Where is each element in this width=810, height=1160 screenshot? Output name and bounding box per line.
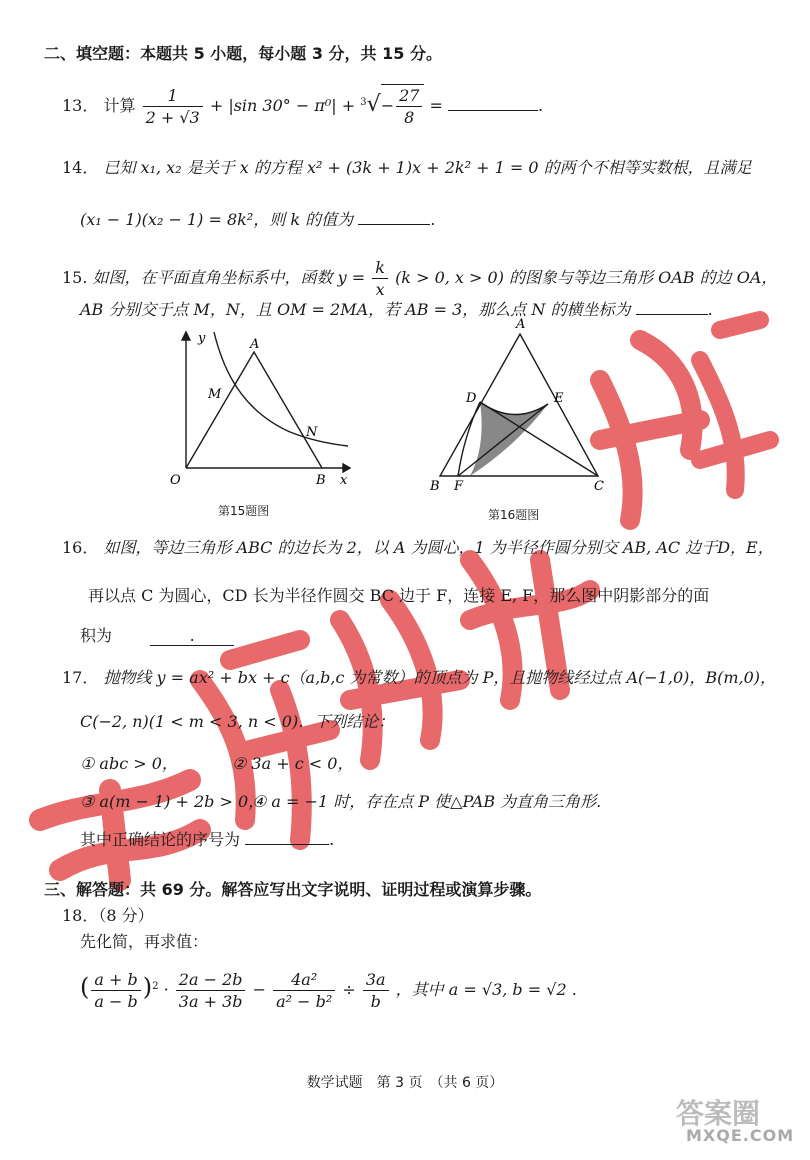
figure-15	[160, 322, 360, 492]
question-16-line-3	[80, 626, 234, 646]
q18-expression: ( $\frac{a + b}{a - b}$ )$^2$ · $\frac{2a - 2b}{3a + 3b}$ − $\frac{\text{4a²}}{\text{a² − b²}}$ ÷ $\frac{3a}{b}$ ，其中 a = √3, b = √2 .	[80, 970, 577, 1012]
y-axis-arrow-icon	[182, 332, 190, 340]
q13-f2-denominator: 8	[404, 108, 415, 128]
x-axis-arrow-icon	[343, 464, 350, 472]
q15-line-1a: 如图，在平面直角坐标系中，函数 y =	[92, 268, 366, 288]
q13-answer-blank[interactable]	[448, 110, 538, 111]
section-fill-header: 二、填空题：本题共 5 小题，每小题 3 分，共 15 分。	[44, 44, 442, 63]
q14-answer-blank[interactable]	[358, 224, 430, 225]
q15-answer-blank[interactable]	[636, 314, 708, 315]
figure-16	[426, 316, 616, 492]
triangle-abc	[440, 334, 598, 476]
q17-answer-blank[interactable]	[245, 844, 329, 845]
q16-number: 16．	[62, 538, 99, 557]
label-d: D	[466, 391, 477, 406]
q15-number: 15.	[62, 268, 88, 288]
q15-line-1b: (k > 0, x > 0) 的图象与等边三角形 OAB 的边 OA，	[395, 268, 778, 288]
q15-fraction	[372, 258, 388, 299]
q16-line-1: 如图，等边三角形 ABC 的边长为 2，以 A 为圆心，1 为半径作圆分别交 AB, AC 边于D，E，	[103, 538, 774, 557]
question-14-line-2: (x₁ − 1)(x₂ − 1) = 8k²，则 k 的值为 .	[80, 210, 436, 229]
watermark-logo: 答案圈	[676, 1097, 761, 1130]
q17-line-1: 抛物线 y = ax² + bx + c（a,b,c 为常数）的顶点为 P，且抛物线经过点 A(−1,0)，B(m,0)，	[103, 668, 777, 687]
label-y: y	[198, 331, 206, 346]
q17-line-2: C(−2, n)(1 < m < 3, n < 0)．下列结论：	[80, 712, 395, 731]
q17-option-2: ② 3a + c < 0，	[232, 754, 354, 773]
q13-root-index: 3	[360, 96, 367, 108]
question-15-line-2: AB 分别交于点 M，N，且 OM = 2MA，若 AB = 3，那么点 N 的横坐标为 .	[80, 300, 713, 319]
q17-option-3: ③ a(m − 1) + 2b > 0，	[80, 792, 265, 811]
q15-f-denominator: x	[375, 280, 385, 300]
q17-option-4: ④ a = −1 时，存在点 P 使△PAB 为直角三角形.	[252, 792, 602, 811]
q18-fraction-2: $\frac{2a - 2b}{3a + 3b}$	[176, 970, 246, 1011]
section-solve-header: 三、解答题：共 69 分。解答应写出文字说明、证明过程或演算步骤。	[44, 880, 542, 899]
q14-line-2: (x₁ − 1)(x₂ − 1) = 8k²，则 k 的值为	[80, 210, 354, 229]
q13-fraction-1	[143, 86, 203, 127]
q17-answer-lead: 其中正确结论的序号为	[80, 830, 241, 849]
q16-line-3: 积为	[80, 626, 113, 645]
page-footer: 数学试题 第 3 页 （共 6 页）	[306, 1075, 504, 1091]
q13-lead: 计算	[103, 96, 136, 116]
label-a: A	[250, 337, 260, 352]
q18-lead: 先化简，再求值：	[80, 932, 209, 951]
watermark-domain: MXQE.COM	[686, 1126, 795, 1145]
question-17	[62, 668, 776, 687]
label-a: A	[516, 317, 526, 332]
question-14	[62, 158, 752, 177]
label-m: M	[208, 387, 222, 402]
q13-f1-denominator: 2 + √3	[145, 108, 200, 128]
label-c: C	[594, 479, 604, 492]
label-b: B	[316, 473, 326, 488]
q18-fraction-1: $\frac{a + b}{a - b}$	[91, 970, 140, 1011]
q13-f2-numerator: 27	[396, 86, 422, 107]
q18-fraction-4: $\frac{3a}{b}$	[363, 970, 389, 1011]
q14-number: 14．	[62, 158, 99, 177]
question-15	[62, 258, 777, 299]
q18-fraction-3: $\frac{\text{4a²}}{\text{a² − b²}}$	[273, 970, 335, 1011]
figure-15-caption: 第15题图	[218, 504, 270, 518]
q16-line-2: 再以点 C 为圆心，CD 长为半径作圆交 BC 边于 F，连接 E, F，那么图中阴影部分的面	[88, 586, 710, 605]
q17-option-1: ① abc > 0，	[80, 754, 178, 773]
label-x: x	[340, 473, 348, 488]
q13-fraction-2	[396, 86, 422, 127]
question-17-answer: 其中正确结论的序号为 .	[80, 830, 335, 849]
figure-16-caption: 第16题图	[488, 508, 540, 522]
label-e: E	[554, 391, 564, 406]
q17-number: 17．	[62, 668, 99, 687]
q14-line-1: 已知 x₁, x₂ 是关于 x 的方程 x² + (3k + 1)x + 2k² + 1 = 0 的两个不相等实数根，且满足	[103, 158, 752, 177]
triangle-oab	[186, 352, 322, 468]
q15-f-numerator: k	[372, 258, 388, 279]
q13-abs-expression: |sin 30° − π⁰|	[228, 96, 337, 116]
q16-answer-blank[interactable]: .	[150, 626, 234, 646]
q13-f1-numerator: 1	[143, 86, 203, 107]
q15-line-2: AB 分别交于点 M，N，且 OM = 2MA，若 AB = 3，那么点 N 的横坐标为	[80, 300, 631, 319]
q18-number: 18．（8 分）	[62, 906, 154, 925]
label-n: N	[306, 425, 318, 440]
label-b: B	[430, 479, 440, 492]
q13-number: 13．	[62, 96, 99, 116]
q13-equals: =	[429, 96, 443, 116]
hyperbola-curve	[214, 332, 348, 446]
question-16	[62, 538, 774, 557]
question-13: 13． 计算 $\frac{1}{2 + √3}$ + |sin 30° − π⁰| + $^3$√− $\frac{27}{8}$ = .	[62, 86, 544, 128]
q18-tail: ，其中 a = √3, b = √2 .	[395, 980, 577, 1000]
label-f: F	[454, 479, 464, 492]
label-o: O	[170, 473, 181, 488]
